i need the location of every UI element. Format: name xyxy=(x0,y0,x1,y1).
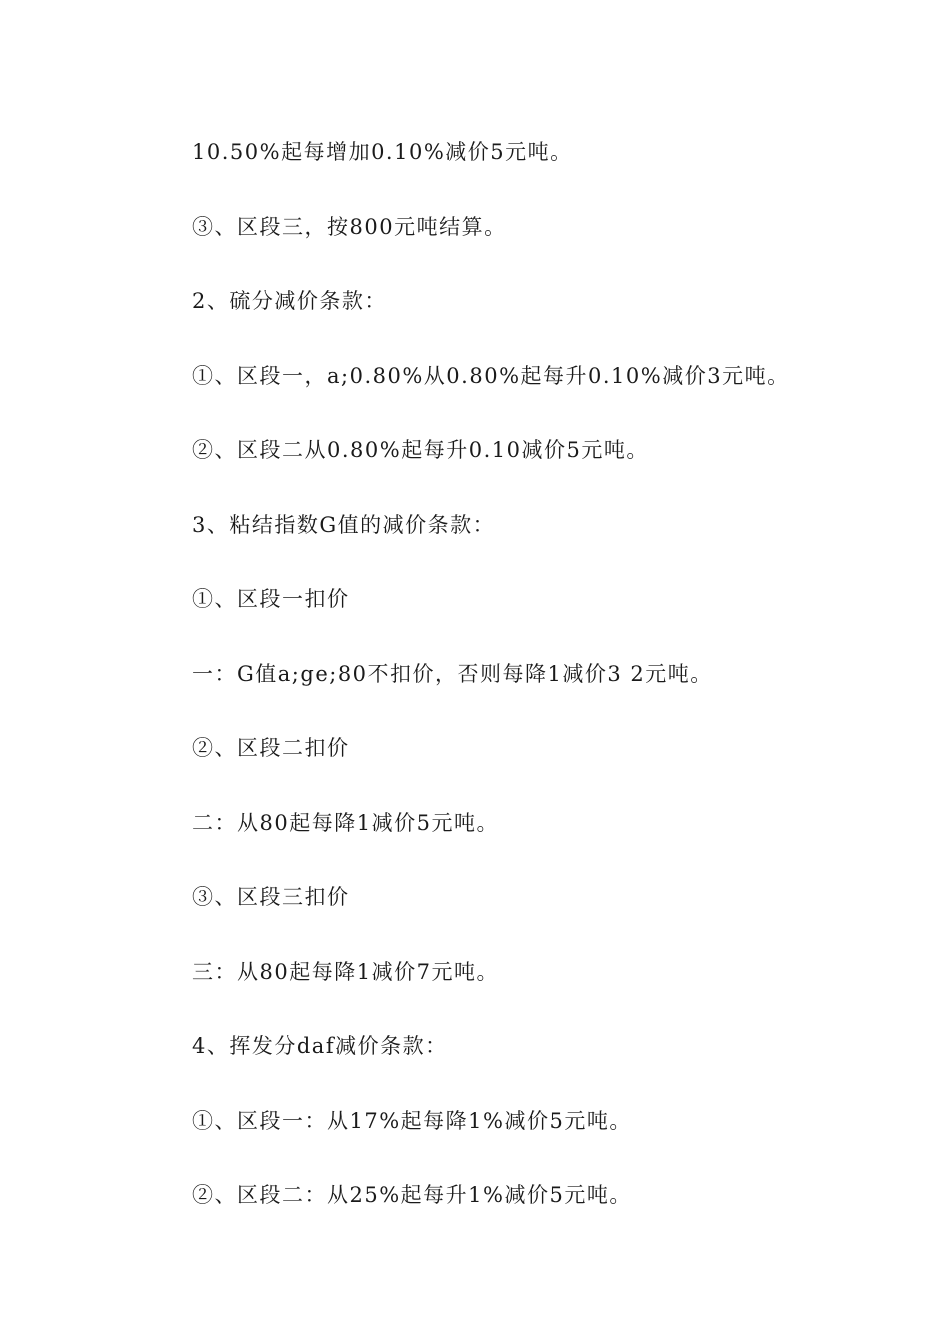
text-line: ②、区段二扣价 xyxy=(192,736,350,760)
text-line: ①、区段一，a;0.80%从0.80%起每升0.10%减价3元吨。 xyxy=(192,363,790,388)
text-line: ③、区段三扣价 xyxy=(192,885,350,909)
text-line: ②、区段二：从25%起每升1%减价5元吨。 xyxy=(192,1183,632,1207)
text-line: 10.50%起每增加0.10%减价5元吨。 xyxy=(192,140,573,164)
document-body xyxy=(192,134,892,1252)
text-line: ①、区段一：从17%起每降1%减价5元吨。 xyxy=(192,1108,632,1133)
text-line: ①、区段一扣价 xyxy=(192,587,350,611)
section-heading: 3、粘结指数G值的减价条款： xyxy=(192,512,496,537)
text-line: ②、区段二从0.80%起每升0.10减价5元吨。 xyxy=(192,438,649,462)
text-line: ③、区段三，按800元吨结算。 xyxy=(192,214,507,239)
section-heading: 4、挥发分daf减价条款： xyxy=(192,1034,448,1058)
text-line: 三：从80起每降1减价7元吨。 xyxy=(192,959,499,984)
text-line: 二：从80起每降1减价5元吨。 xyxy=(192,810,499,835)
section-heading: 2、硫分减价条款： xyxy=(192,289,387,313)
text-line: 一：G值a;ge;80不扣价，否则每降1减价3 2元吨。 xyxy=(192,661,713,686)
